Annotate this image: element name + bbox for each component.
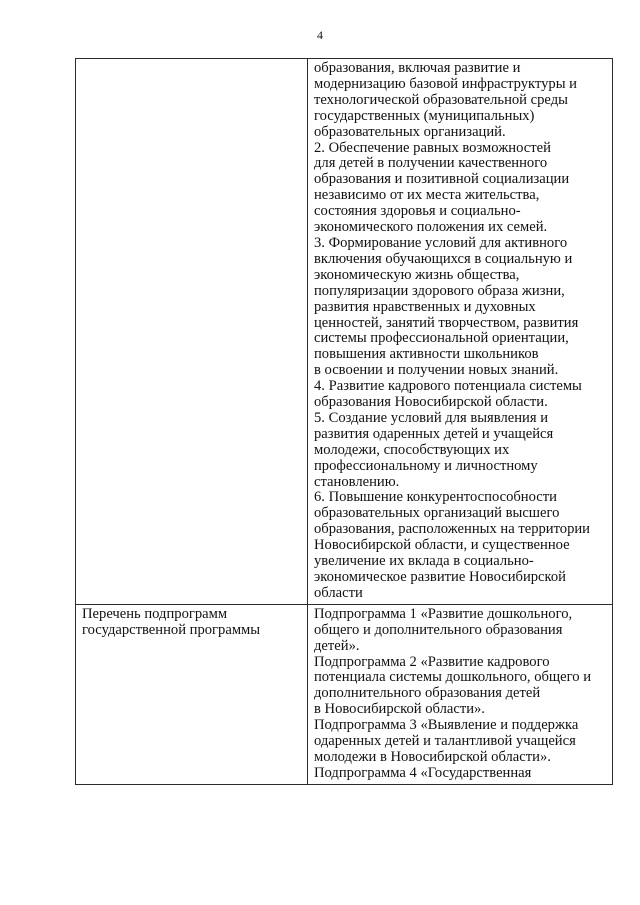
text-line: модернизацию базовой инфраструктуры и [314,75,577,92]
text-line: для детей в получении качественного [314,155,548,172]
row-label-cell [76,59,308,605]
text-line: образования и позитивной социализации [314,171,570,188]
text-line: детей». [314,637,360,654]
text-line: независимо от их места жительства, [314,187,540,204]
text-line: становлению. [314,473,400,490]
text-line: Подпрограмма 1 «Развитие дошкольного, [314,605,573,622]
text-line: дополнительного образования детей [314,685,541,702]
text-line: молодежи в Новосибирской области». [314,748,551,765]
table-row [76,59,613,605]
text-line: ценностей, занятий творчеством, развития [314,314,579,331]
text-line: 5. Создание условий для выявления и [314,409,549,426]
text-line: в Новосибирской области». [314,701,485,718]
text-line: 4. Развитие кадрового потенциала системы [314,378,582,395]
text-line: 6. Повышение конкурентоспособности [314,489,557,506]
text-line: общего и дополнительного образования [314,621,563,638]
text-line: технологической образовательной среды [314,91,568,108]
text-line: области [314,584,363,601]
text-line: образования Новосибирской области. [314,394,548,411]
text-line: экономическое развитие Новосибирской [314,569,566,585]
text-line: включения обучающихся в социальную и [314,250,573,267]
text-line: 2. Обеспечение равных возможностей [314,139,551,156]
text-line: государственных (муниципальных) [314,107,535,124]
text-line: экономическую жизнь общества, [314,266,520,283]
text-line: развития одаренных детей и учащейся [314,425,554,442]
text-line: одаренных детей и талантливой учащейся [314,733,576,750]
text-line: в освоении и получении новых знаний. [314,362,559,379]
program-passport-table [75,58,613,785]
text-line: увеличение их вклада в социально- [314,553,534,570]
text-line: образовательных организаций. [314,123,506,140]
text-line: Подпрограмма 3 «Выявление и поддержка [314,717,579,734]
text-line: состояния здоровья и социально- [314,203,521,220]
subprograms-label-cell [76,604,308,784]
text-line: потенциала системы дошкольного, общего и [314,669,592,686]
text-line: экономического положения их семей. [314,219,548,236]
subprograms-cell [308,604,613,784]
text-line: образовательных организаций высшего [314,505,560,522]
text-line: профессиональному и личностному [314,457,538,474]
text-line: молодежи, способствующих их [314,441,510,458]
text-line: повышения активности школьников [314,346,539,363]
text-line: популяризации здорового образа жизни, [314,282,565,299]
text-line: Подпрограмма 2 «Развитие кадрового [314,653,550,670]
goals-cell [308,59,613,605]
table-row [76,604,613,784]
text-line: Новосибирской области, и существенное [314,537,570,554]
text-line: развития нравственных и духовных [314,298,536,315]
label-line: Перечень подпрограмм [82,605,228,622]
text-line: образования, включая развитие и [314,60,521,76]
text-line: системы профессиональной ориентации, [314,330,569,347]
text-line: Подпрограмма 4 «Государственная [314,764,532,781]
text-line: 3. Формирование условий для активного [314,234,568,251]
label-line: государственной программы [82,621,261,638]
text-line: образования, расположенных на территории [314,521,590,538]
page-number: 4 [317,28,323,42]
